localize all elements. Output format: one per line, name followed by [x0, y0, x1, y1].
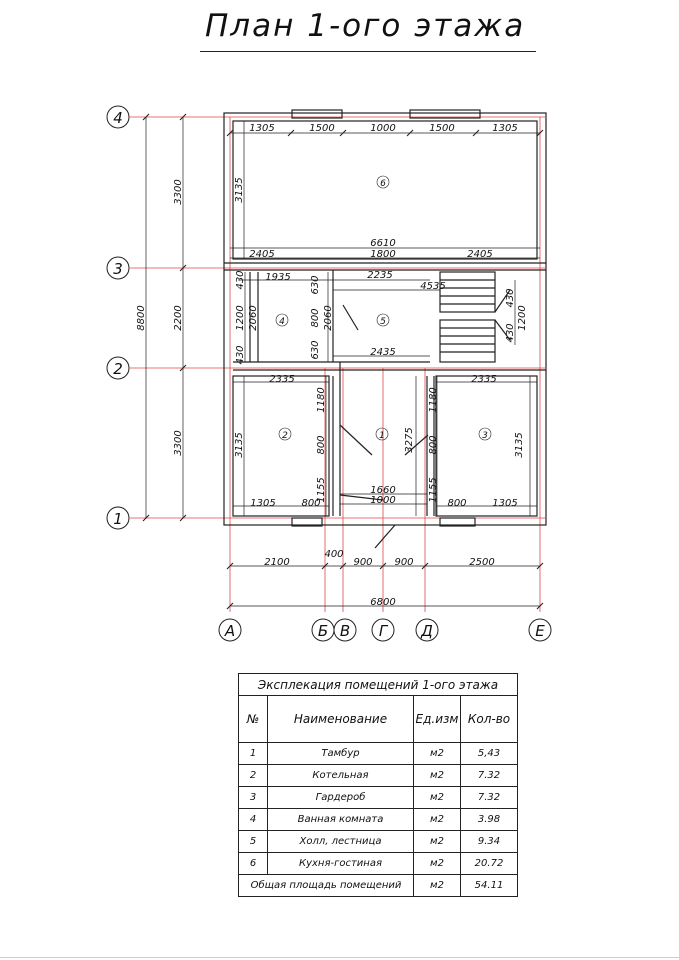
- dim-1180-right: 1180: [428, 387, 439, 413]
- row-unit: м2: [414, 787, 461, 809]
- row-name: Холл, лестница: [268, 831, 414, 853]
- dim-800-right: 800: [447, 498, 467, 509]
- explication-table: [238, 673, 518, 897]
- dim-2200: 2200: [173, 305, 184, 331]
- dim-1305-left: 1305: [250, 498, 276, 509]
- axis-col-v: В: [339, 622, 351, 640]
- header-name: Наименование: [268, 696, 414, 743]
- row-quantity: 9.34: [461, 831, 518, 853]
- axis-col-e: Е: [535, 622, 545, 640]
- dim-3300-top: 3300: [173, 179, 184, 205]
- explication-caption: Эксплекация помещений 1-ого этажа: [239, 674, 518, 696]
- table-row: [239, 853, 518, 875]
- dim-2060-b: 2060: [323, 305, 334, 331]
- dim-2335-left: 2335: [269, 374, 295, 385]
- table-row: [239, 809, 518, 831]
- row-name: Тамбур: [268, 743, 414, 765]
- dim-900-right: 900: [394, 557, 414, 568]
- dim-430-c: 430: [505, 288, 516, 308]
- dim-1800: 1800: [370, 249, 396, 260]
- room-label-1: 1: [379, 431, 385, 441]
- dim-top-1: 1305: [249, 123, 275, 134]
- axis-col-a: А: [224, 622, 236, 640]
- dim-430-a: 430: [235, 270, 246, 290]
- row-unit: м2: [414, 809, 461, 831]
- dim-3275: 3275: [404, 427, 415, 453]
- row-unit: м2: [414, 743, 461, 765]
- row-number: 4: [239, 809, 268, 831]
- table-total-row: [239, 875, 518, 897]
- dim-1200-a: 1200: [235, 305, 246, 331]
- row-quantity: 7.32: [461, 765, 518, 787]
- dim-top-2: 1500: [309, 123, 335, 134]
- dim-2335-right: 2335: [471, 374, 497, 385]
- dim-800-c: 800: [428, 435, 439, 455]
- dim-4535: 4535: [420, 281, 446, 292]
- room-label-4: 4: [279, 317, 285, 327]
- dim-1155-right: 1155: [428, 477, 439, 503]
- table-row: [239, 743, 518, 765]
- row-name: Гардероб: [268, 787, 414, 809]
- dim-1660: 1660: [370, 485, 396, 496]
- row-number: 5: [239, 831, 268, 853]
- row-number: 3: [239, 787, 268, 809]
- dim-top-4: 1500: [429, 123, 455, 134]
- page-bottom-border: [0, 957, 679, 958]
- total-unit: м2: [414, 875, 461, 897]
- table-row: [239, 765, 518, 787]
- row-quantity: 5,43: [461, 743, 518, 765]
- header-unit: Ед.изм: [414, 696, 461, 743]
- row-quantity: 3.98: [461, 809, 518, 831]
- dim-900-left: 900: [353, 557, 373, 568]
- dim-3300-bottom: 3300: [173, 430, 184, 456]
- dim-2405-left: 2405: [249, 249, 275, 260]
- dim-top-3: 1000: [370, 123, 396, 134]
- dim-1155-left: 1155: [316, 477, 327, 503]
- axis-lines: [130, 117, 545, 612]
- dim-400: 400: [324, 549, 344, 560]
- dim-800-a: 800: [310, 308, 321, 328]
- dim-6610: 6610: [370, 238, 396, 249]
- row-name: Котельная: [268, 765, 414, 787]
- axis-col-b: Б: [317, 622, 329, 640]
- axis-col-d: Д: [421, 622, 433, 640]
- dim-2435: 2435: [370, 347, 396, 358]
- dim-1000: 1000: [370, 495, 396, 506]
- row-number: 2: [239, 765, 268, 787]
- room-label-2: 2: [282, 431, 288, 441]
- dim-3135-room2: 3135: [234, 432, 245, 458]
- axis-row-4: 4: [113, 109, 123, 127]
- row-unit: м2: [414, 853, 461, 875]
- row-number: 1: [239, 743, 268, 765]
- row-unit: м2: [414, 831, 461, 853]
- room-label-3: 3: [482, 431, 488, 441]
- table-row: [239, 831, 518, 853]
- row-unit: м2: [414, 765, 461, 787]
- dim-1180-left: 1180: [316, 387, 327, 413]
- room-label-6: 6: [380, 179, 386, 189]
- dim-630-b: 630: [310, 340, 321, 360]
- dim-2235: 2235: [367, 270, 393, 281]
- page-title: План 1-ого этажа: [205, 8, 526, 44]
- header-number: №: [239, 696, 268, 743]
- dim-1200-b: 1200: [517, 305, 528, 331]
- row-quantity: 20.72: [461, 853, 518, 875]
- dim-800-left: 800: [301, 498, 321, 509]
- axis-row-1: 1: [113, 510, 123, 528]
- dim-3135-room3: 3135: [514, 432, 525, 458]
- room-label-5: 5: [380, 317, 386, 327]
- walls: [224, 110, 546, 548]
- row-quantity: 7.32: [461, 787, 518, 809]
- row-name: Ванная комната: [268, 809, 414, 831]
- dim-1935: 1935: [265, 272, 291, 283]
- row-axis-bubbles: [107, 106, 129, 529]
- dim-1305-right: 1305: [492, 498, 518, 509]
- dim-2500: 2500: [469, 557, 495, 568]
- dim-8800: 8800: [136, 305, 147, 331]
- axis-col-g: Г: [378, 622, 388, 640]
- row-name: Кухня-гостиная: [268, 853, 414, 875]
- dim-6800: 6800: [370, 597, 396, 608]
- header-quantity: Кол-во: [461, 696, 518, 743]
- axis-row-3: 3: [113, 260, 123, 278]
- table-row: [239, 787, 518, 809]
- total-label: Общая площадь помещений: [239, 875, 414, 897]
- dim-3135-room6: 3135: [234, 177, 245, 203]
- dim-2060-a: 2060: [248, 305, 259, 331]
- dim-430-b: 430: [235, 345, 246, 365]
- dim-430-d: 430: [505, 323, 516, 343]
- axis-row-2: 2: [113, 360, 123, 378]
- dim-2100: 2100: [264, 557, 290, 568]
- row-number: 6: [239, 853, 268, 875]
- dim-800-b: 800: [316, 435, 327, 455]
- total-quantity: 54.11: [461, 875, 518, 897]
- dim-2405-right: 2405: [467, 249, 493, 260]
- dim-630-a: 630: [310, 275, 321, 295]
- dim-top-5: 1305: [492, 123, 518, 134]
